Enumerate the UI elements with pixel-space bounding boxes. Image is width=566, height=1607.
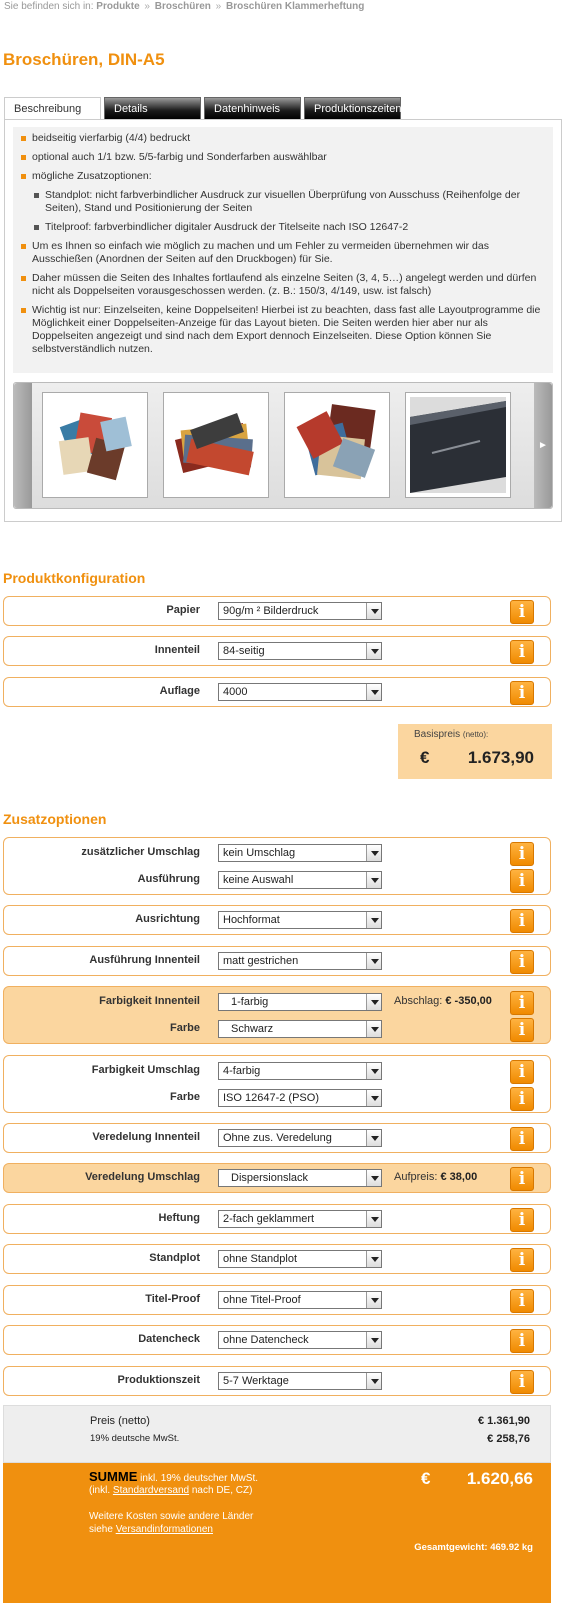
basispreis-amount: 1.673,90 [467, 748, 534, 767]
info-icon[interactable]: i [510, 1127, 534, 1151]
chevron-down-icon [366, 1021, 381, 1037]
info-icon[interactable]: i [510, 1018, 534, 1042]
versand-note [89, 1485, 252, 1496]
page-title: Broschüren, DIN-A5 [3, 50, 165, 69]
gallery-thumb-3[interactable] [284, 392, 390, 498]
chevron-down-icon [366, 1292, 381, 1308]
section-title-zusatzoptionen: Zusatzoptionen [3, 811, 107, 827]
row-label: Ausführung Innenteil [89, 954, 200, 966]
info-icon[interactable]: i [510, 1329, 534, 1353]
info-icon[interactable]: i [510, 1248, 534, 1272]
select-value: 5-7 Werktage [223, 1375, 289, 1387]
description-box [13, 127, 553, 373]
gallery-thumb-2[interactable] [163, 392, 269, 498]
info-icon[interactable]: i [510, 1087, 534, 1111]
select-value: Dispersionslack [231, 1172, 309, 1184]
basispreis-currency: € [420, 748, 430, 767]
select-value: Ohne zus. Veredelung [223, 1132, 332, 1144]
versandinfo-line [89, 1524, 213, 1535]
description-item: beidseitig vierfarbig (4/4) bedruckt [19, 132, 543, 145]
auflage-select[interactable] [218, 683, 382, 701]
row-label: Datencheck [138, 1333, 200, 1345]
config-row-ausfuehrung-innenteil [3, 946, 551, 976]
config-row-farbigkeit-innenteil [3, 986, 551, 1044]
breadcrumb-link-produkte[interactable]: Produkte [96, 1, 140, 12]
description-item: Um es Ihnen so einfach wie möglich zu machen und um Fehler zu vermeiden übernehmen wir das Ausschießen (Anordnen der Seiten auf den Druckbogen) für Sie. [19, 240, 543, 266]
gallery-thumb-4[interactable] [405, 392, 511, 498]
netto-price-box [3, 1405, 551, 1463]
tab-bar [4, 97, 404, 120]
info-icon[interactable]: i [510, 600, 534, 624]
chevron-down-icon [366, 1373, 381, 1389]
chevron-down-icon [366, 1251, 381, 1267]
chevron-down-icon [366, 1090, 381, 1106]
select-value: ohne Titel-Proof [223, 1294, 301, 1306]
config-row-heftung [3, 1204, 551, 1234]
chevron-down-icon [366, 643, 381, 659]
select-value: keine Auswahl [223, 874, 294, 886]
basispreis-box [398, 724, 552, 779]
chevron-down-icon [366, 953, 381, 969]
price-adjustment-note [394, 1171, 477, 1183]
gesamtgewicht: Gesamtgewicht: 469.92 kg [414, 1542, 533, 1553]
config-row-innenteil [3, 636, 551, 666]
chevron-down-icon [366, 1063, 381, 1079]
row-label: Farbe [170, 1022, 200, 1034]
config-row-auflage [3, 677, 551, 707]
veredelung-umschlag-select[interactable] [218, 1169, 382, 1187]
description-item-zusatzoptionen [19, 170, 543, 234]
note-value: € 38,00 [440, 1171, 478, 1183]
mwst-value: € 258,76 [487, 1433, 530, 1445]
chevron-down-icon [366, 1130, 381, 1146]
produktionszeit-select[interactable] [218, 1372, 382, 1390]
chevron-down-icon [366, 603, 381, 619]
summe-label [89, 1469, 258, 1484]
ausfuehrung-innenteil-select[interactable] [218, 952, 382, 970]
chevron-down-icon [366, 994, 381, 1010]
versand-suffix: nach DE, CZ) [191, 1485, 253, 1496]
ausrichtung-select[interactable] [218, 911, 382, 929]
breadcrumb-link-broschueren[interactable]: Broschüren [154, 1, 211, 12]
farbe-innenteil-select[interactable] [218, 1020, 382, 1038]
description-subitem: Standplot: nicht farbverbindlicher Ausdruck zur visuellen Überprüfung von Ausschuss (Reihenfolge der Seiten), Stand und Positionierung der Seiten [32, 189, 543, 215]
basispreis-label-suffix: (netto): [462, 730, 489, 739]
description-item-label: mögliche Zusatzoptionen: [32, 170, 152, 182]
tab-beschreibung[interactable]: Beschreibung [4, 97, 101, 120]
select-value: 2-fach geklammert [223, 1213, 315, 1225]
umschlag-select[interactable] [218, 844, 382, 862]
farbe-umschlag-select[interactable] [218, 1089, 382, 1107]
config-row-titel-proof [3, 1285, 551, 1315]
select-value: ohne Standplot [223, 1253, 298, 1265]
total-sum-box [3, 1463, 551, 1603]
select-value: Hochformat [223, 914, 280, 926]
description-item: optional auch 1/1 bzw. 5/5-farbig und Sonderfarben auswählbar [19, 151, 543, 164]
titel-proof-select[interactable] [218, 1291, 382, 1309]
summe-value: 1.620,66 [466, 1469, 533, 1488]
breadcrumb-current: Broschüren Klammerheftung [226, 1, 365, 12]
gallery-thumb-1[interactable] [42, 392, 148, 498]
info-icon[interactable]: i [510, 640, 534, 664]
summe-heading: SUMME [89, 1469, 138, 1484]
row-label: Farbe [170, 1091, 200, 1103]
datencheck-select[interactable] [218, 1331, 382, 1349]
breadcrumb-prefix: Sie befinden sich in: [4, 1, 94, 12]
row-label: Heftung [158, 1212, 200, 1224]
brochure-stack-image [168, 397, 264, 493]
ausfuehrung-select[interactable] [218, 871, 382, 889]
image-gallery [13, 382, 553, 509]
gallery-next-button[interactable]: ► [534, 383, 552, 508]
row-label: Veredelung Umschlag [85, 1171, 200, 1183]
innenteil-select[interactable] [218, 642, 382, 660]
info-icon[interactable]: i [510, 1167, 534, 1191]
brochure-cover-image [410, 397, 506, 493]
config-row-ausrichtung [3, 905, 551, 935]
tab-produktionszeiten[interactable]: Produktionszeiten [304, 97, 401, 119]
config-row-farbigkeit-umschlag [3, 1055, 551, 1113]
config-row-produktionszeit [3, 1366, 551, 1396]
config-row-papier [3, 596, 551, 626]
weitere-kosten-text: Weitere Kosten sowie andere Länder [89, 1511, 254, 1522]
siehe-text: siehe [89, 1524, 113, 1535]
note-value: € -350,00 [445, 995, 492, 1007]
info-icon[interactable]: i [510, 1370, 534, 1394]
note-label: Aufpreis: [394, 1171, 438, 1183]
description-item: Daher müssen die Seiten des Inhaltes fortlaufend als einzelne Seiten (3, 4, 5…) angelegt werden und dürfen nicht als Doppelseiten vorausgeschossen werden. (z. B.: 150/3, 4/149, usw. ist falsch) [19, 272, 543, 298]
config-row-umschlag [3, 837, 551, 895]
row-label: Papier [166, 604, 200, 616]
config-row-veredelung-innenteil [3, 1123, 551, 1153]
chevron-down-icon [366, 912, 381, 928]
select-value: Schwarz [231, 1023, 274, 1035]
info-icon[interactable]: i [510, 1289, 534, 1313]
info-icon[interactable]: i [510, 869, 534, 893]
tab-panel-beschreibung [4, 119, 562, 522]
breadcrumb-separator: » [215, 1, 222, 12]
chevron-down-icon [366, 1170, 381, 1186]
info-icon[interactable]: i [510, 1208, 534, 1232]
basispreis-label-text: Basispreis [414, 729, 461, 740]
farbigkeit-innenteil-select[interactable] [218, 993, 382, 1011]
summe-suffix: inkl. 19% deutscher MwSt. [140, 1473, 258, 1484]
row-label: Veredelung Innenteil [92, 1131, 200, 1143]
mwst-label: 19% deutsche MwSt. [90, 1433, 180, 1444]
row-label: Produktionszeit [117, 1374, 200, 1386]
select-value: 4-farbig [223, 1065, 261, 1077]
row-label: zusätzlicher Umschlag [81, 846, 200, 858]
summe-currency: € [421, 1469, 431, 1488]
chevron-down-icon [366, 1332, 381, 1348]
netto-label: Preis (netto) [90, 1415, 150, 1427]
brochure-photo-image [47, 397, 143, 493]
breadcrumb [4, 1, 364, 12]
config-row-datencheck [3, 1325, 551, 1355]
breadcrumb-separator: » [144, 1, 150, 12]
select-value: 84-seitig [223, 645, 265, 657]
select-value: 4000 [223, 686, 248, 698]
gallery-prev-button[interactable] [14, 383, 32, 508]
row-label: Innenteil [154, 644, 200, 656]
standardversand-link[interactable]: Standardversand [112, 1485, 190, 1496]
section-title-produktkonfiguration: Produktkonfiguration [3, 570, 146, 586]
info-icon[interactable]: i [510, 991, 534, 1015]
veredelung-innenteil-select[interactable] [218, 1129, 382, 1147]
tab-datenhinweis[interactable]: Datenhinweis [204, 97, 301, 119]
standplot-select[interactable] [218, 1250, 382, 1268]
config-row-veredelung-umschlag [3, 1163, 551, 1193]
info-icon[interactable]: i [510, 1060, 534, 1084]
select-value: ohne Datencheck [223, 1334, 309, 1346]
versandinformationen-link[interactable]: Versandinformationen [115, 1524, 213, 1535]
row-label: Ausrichtung [135, 913, 200, 925]
heftung-select[interactable] [218, 1210, 382, 1228]
basispreis-label [414, 729, 488, 740]
chevron-down-icon [366, 1211, 381, 1227]
info-icon[interactable]: i [510, 681, 534, 705]
farbigkeit-umschlag-select[interactable] [218, 1062, 382, 1080]
description-item: Wichtig ist nur: Einzelseiten, keine Doppelseiten! Hierbei ist zu beachten, dass fast alle Layoutprogramme die Möglichkeit einer Doppelseiten-Anzeige für das Layout bieten. Die Seiten werden hier aber nur als Doppelseiten angezeigt und sind nach dem Export dennoch Einzelseiten. Diese Option können Sie selbstverständlich nutzen. [19, 304, 543, 356]
row-label: Standplot [149, 1252, 200, 1264]
tab-details[interactable]: Details [104, 97, 201, 119]
brochure-fan-image [289, 397, 385, 493]
select-value: 90g/m ² Bilderdruck [223, 605, 319, 617]
row-label: Auflage [159, 685, 200, 697]
select-value: 1-farbig [231, 996, 269, 1008]
chevron-down-icon [366, 872, 381, 888]
price-adjustment-note [394, 995, 492, 1007]
select-value: kein Umschlag [223, 847, 296, 859]
info-icon[interactable]: i [510, 909, 534, 933]
info-icon[interactable]: i [510, 950, 534, 974]
chevron-down-icon [366, 684, 381, 700]
note-label: Abschlag: [394, 995, 443, 1007]
chevron-down-icon [366, 845, 381, 861]
row-label: Ausführung [137, 873, 200, 885]
description-subitem: Titelproof: farbverbindlicher digitaler Ausdruck der Titelseite nach ISO 12647-2 [32, 221, 543, 234]
papier-select[interactable] [218, 602, 382, 620]
versand-prefix: (inkl. [89, 1485, 111, 1496]
netto-value: € 1.361,90 [478, 1415, 530, 1427]
config-row-standplot [3, 1244, 551, 1274]
select-value: matt gestrichen [223, 955, 299, 967]
row-label: Farbigkeit Umschlag [91, 1064, 200, 1076]
row-label: Titel-Proof [145, 1293, 200, 1305]
info-icon[interactable]: i [510, 842, 534, 866]
select-value: ISO 12647-2 (PSO) [223, 1092, 319, 1104]
row-label: Farbigkeit Innenteil [99, 995, 200, 1007]
